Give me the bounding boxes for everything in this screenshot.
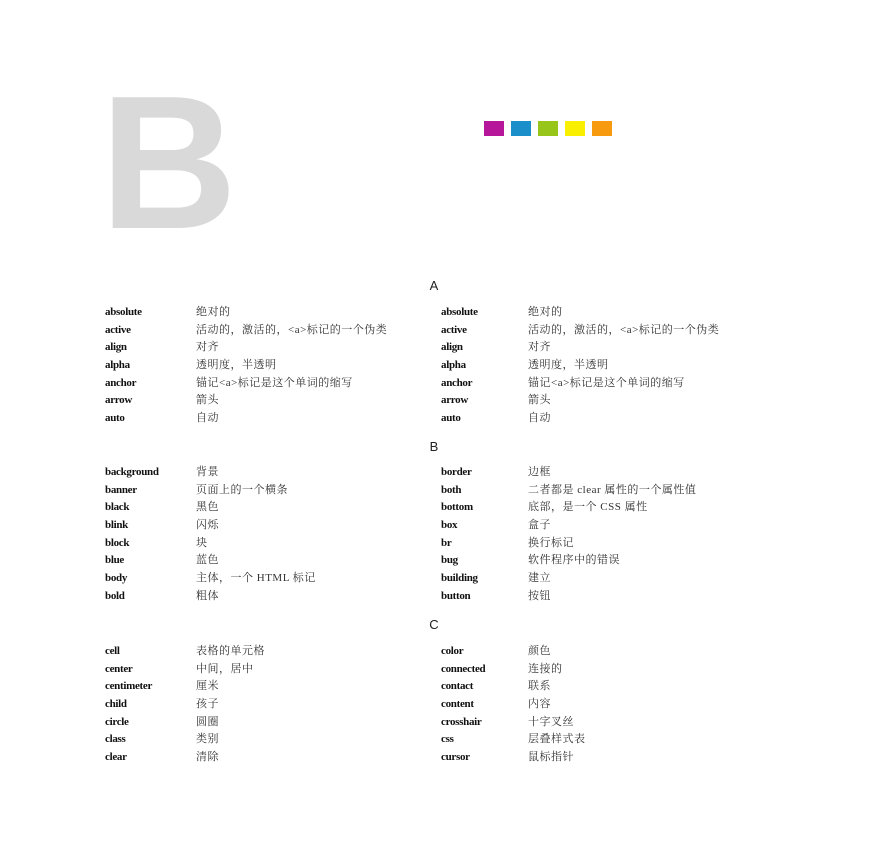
glossary-definition: 孩子: [196, 698, 219, 711]
glossary-definition: 蓝色: [196, 554, 219, 567]
glossary-definition: 底部，是一个 CSS 属性: [528, 501, 648, 514]
glossary-definition: 圆圈: [196, 715, 219, 728]
glossary-definition: 二者都是 clear 属性的一个属性值: [528, 483, 697, 496]
glossary-term: alpha: [105, 359, 130, 372]
glossary-term: bottom: [441, 501, 473, 514]
glossary-definition: 页面上的一个横条: [196, 483, 288, 496]
glossary-term: br: [441, 536, 452, 549]
section-heading-a: A: [429, 278, 439, 293]
glossary-term: active: [105, 323, 131, 336]
glossary-term: arrow: [441, 394, 469, 407]
glossary-term: anchor: [105, 376, 137, 389]
glossary-term: blue: [105, 554, 124, 567]
glossary-definition: 十字叉丝: [528, 715, 574, 728]
glossary-term: absolute: [441, 306, 478, 318]
glossary-term: block: [105, 536, 130, 549]
glossary-definition: 表格的单元格: [196, 645, 265, 657]
glossary-definition: 活动的，激活的，<a>标记的一个伪类: [196, 323, 388, 336]
glossary-definition: 类别: [196, 733, 219, 746]
glossary-term: body: [105, 572, 128, 585]
section-heading-b: B: [429, 439, 439, 454]
glossary-term: contact: [441, 680, 474, 693]
glossary-term: crosshair: [441, 715, 482, 728]
glossary-term: absolute: [105, 306, 142, 318]
glossary-definition: 厘米: [196, 680, 219, 693]
glossary-term: both: [441, 483, 462, 496]
glossary-definition: 盒子: [528, 519, 551, 532]
glossary-definition: 主体，一个 HTML 标记: [196, 572, 316, 585]
glossary-term: box: [441, 519, 458, 532]
color-swatch-green: [538, 121, 558, 136]
glossary-definition: 自动: [196, 412, 219, 425]
glossary-definition: 按钮: [528, 589, 551, 602]
glossary-definition: 透明度，半透明: [528, 359, 609, 372]
color-swatch-magenta: [484, 121, 504, 136]
glossary-definition: 锚记<a>标记是这个单词的缩写: [528, 376, 685, 389]
glossary-term: building: [441, 572, 478, 585]
glossary-definition: 黑色: [196, 501, 219, 514]
glossary-term: banner: [105, 483, 137, 496]
glossary-definition: 换行标记: [528, 536, 574, 549]
glossary-definition: 箭头: [196, 394, 219, 407]
glossary-definition: 箭头: [528, 394, 551, 407]
color-swatch-blue: [511, 121, 531, 136]
glossary-term: cell: [105, 645, 120, 657]
glossary-definition: 对齐: [196, 341, 219, 354]
glossary-term: center: [105, 662, 133, 675]
glossary-term: active: [441, 323, 467, 336]
glossary-definition: 块: [196, 536, 208, 549]
glossary-definition: 连接的: [528, 662, 563, 675]
glossary-term: circle: [105, 715, 129, 728]
glossary-term: css: [441, 733, 454, 746]
glossary-term: bold: [105, 589, 125, 602]
glossary-term: content: [441, 698, 474, 711]
glossary-term: clear: [105, 751, 127, 764]
glossary-definition: 联系: [528, 680, 551, 693]
glossary-definition: 闪烁: [196, 519, 219, 532]
glossary-definition: 层叠样式表: [528, 733, 586, 746]
glossary-term: background: [105, 466, 159, 478]
color-swatch-yellow: [565, 121, 585, 136]
glossary-term: color: [441, 645, 464, 657]
glossary-definition: 颜色: [528, 645, 551, 657]
glossary-term: button: [441, 589, 471, 602]
glossary-term: alpha: [441, 359, 466, 372]
glossary-term: anchor: [441, 376, 473, 389]
glossary-term: border: [441, 466, 472, 478]
glossary-term: bug: [441, 554, 458, 567]
glossary-term: align: [105, 341, 127, 354]
color-swatch-orange: [592, 121, 612, 136]
glossary-term: auto: [441, 412, 461, 425]
glossary-definition: 建立: [528, 572, 551, 585]
glossary-term: arrow: [105, 394, 133, 407]
glossary-definition: 内容: [528, 698, 551, 711]
glossary-term: auto: [105, 412, 125, 425]
glossary-definition: 粗体: [196, 589, 219, 602]
glossary-term: centimeter: [105, 680, 153, 693]
glossary-term: class: [105, 733, 126, 746]
glossary-definition: 软件程序中的错误: [528, 554, 620, 567]
glossary-definition: 边框: [528, 466, 551, 478]
glossary-definition: 背景: [196, 466, 219, 478]
glossary-definition: 绝对的: [528, 306, 563, 318]
glossary-definition: 自动: [528, 412, 551, 425]
glossary-term: black: [105, 501, 130, 514]
glossary-definition: 中间，居中: [196, 662, 254, 675]
glossary-definition: 对齐: [528, 341, 551, 354]
glossary-term: connected: [441, 662, 486, 675]
glossary-definition: 绝对的: [196, 306, 231, 318]
glossary-definition: 清除: [196, 751, 219, 764]
glossary-definition: 鼠标指针: [528, 751, 574, 764]
chapter-letter: B: [100, 57, 234, 269]
glossary-definition: 活动的，激活的，<a>标记的一个伪类: [528, 323, 720, 336]
glossary-term: blink: [105, 519, 128, 532]
section-heading-c: C: [429, 617, 439, 632]
glossary-definition: 锚记<a>标记是这个单词的缩写: [196, 376, 353, 389]
glossary-definition: 透明度，半透明: [196, 359, 277, 372]
glossary-term: cursor: [441, 751, 470, 764]
glossary-term: align: [441, 341, 463, 354]
glossary-term: child: [105, 698, 127, 711]
color-swatches: [484, 121, 612, 136]
